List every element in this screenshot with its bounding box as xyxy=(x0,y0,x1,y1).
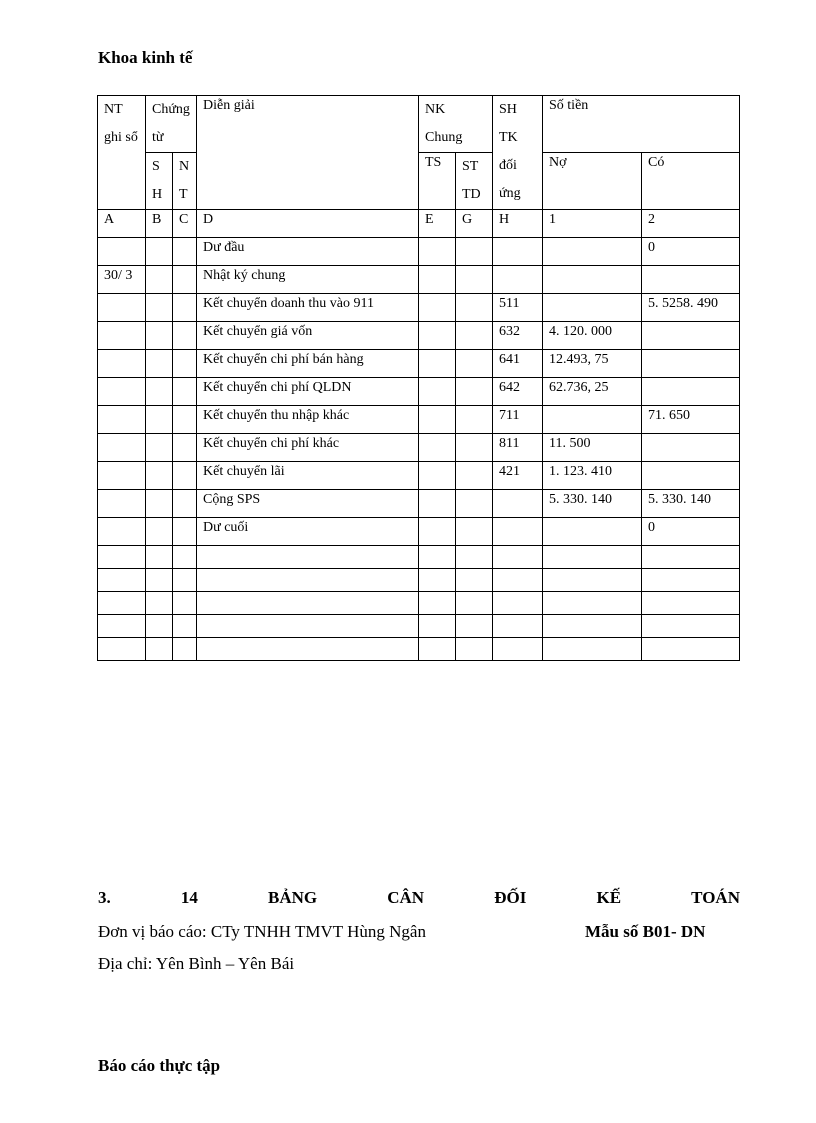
ledger-cell xyxy=(146,294,173,322)
ledger-cell xyxy=(493,518,543,546)
ledger-cell xyxy=(543,238,642,266)
ledger-cell xyxy=(173,238,197,266)
ledger-cell xyxy=(642,378,740,406)
ledger-cell xyxy=(543,294,642,322)
code-cell: 2 xyxy=(642,210,740,238)
ledger-cell xyxy=(173,266,197,294)
ledger-cell xyxy=(419,434,456,462)
ledger-cell xyxy=(146,322,173,350)
ledger-cell xyxy=(173,462,197,490)
empty-cell xyxy=(543,546,642,569)
ledger-cell: Kết chuyển giá vốn xyxy=(197,322,419,350)
code-cell: B xyxy=(146,210,173,238)
header-shtk: SH TK đối ứng xyxy=(493,96,543,210)
ledger-cell xyxy=(98,378,146,406)
empty-cell xyxy=(642,592,740,615)
ledger-cell: 811 xyxy=(493,434,543,462)
empty-cell xyxy=(173,638,197,661)
ledger-cell xyxy=(146,350,173,378)
empty-cell xyxy=(419,569,456,592)
ledger-cell: 0 xyxy=(642,238,740,266)
empty-cell xyxy=(419,615,456,638)
ledger-row xyxy=(98,350,740,378)
ledger-cell xyxy=(146,434,173,462)
ledger-cell xyxy=(98,350,146,378)
empty-row xyxy=(98,569,740,592)
ledger-cell xyxy=(419,406,456,434)
empty-cell xyxy=(146,615,173,638)
ledger-cell xyxy=(456,462,493,490)
section-sub: 14 xyxy=(180,888,198,907)
section-word: TOÁN xyxy=(691,888,740,907)
ledger-cell xyxy=(419,490,456,518)
empty-cell xyxy=(543,592,642,615)
ledger-cell xyxy=(543,518,642,546)
empty-cell xyxy=(456,569,493,592)
ledger-row xyxy=(98,266,740,294)
empty-cell xyxy=(419,546,456,569)
section-word: BẢNG xyxy=(268,888,318,907)
ledger-cell xyxy=(98,322,146,350)
ledger-cell: 711 xyxy=(493,406,543,434)
ledger-cell xyxy=(98,294,146,322)
ledger-table xyxy=(97,95,740,661)
empty-cell xyxy=(456,546,493,569)
ledger-cell: Kết chuyển chi phí bán hàng xyxy=(197,350,419,378)
code-cell: 1 xyxy=(543,210,642,238)
section-number: 3. xyxy=(98,888,111,907)
ledger-cell: 5. 330. 140 xyxy=(642,490,740,518)
ledger-cell xyxy=(642,322,740,350)
empty-cell xyxy=(493,592,543,615)
ledger-cell xyxy=(173,350,197,378)
ledger-cell xyxy=(419,322,456,350)
empty-cell xyxy=(493,569,543,592)
ledger-cell xyxy=(98,518,146,546)
ledger-cell xyxy=(146,266,173,294)
empty-cell xyxy=(146,592,173,615)
ledger-cell: 71. 650 xyxy=(642,406,740,434)
ledger-cell xyxy=(173,490,197,518)
ledger-cell: Kết chuyển thu nhập khác xyxy=(197,406,419,434)
code-cell: E xyxy=(419,210,456,238)
ledger-cell xyxy=(543,406,642,434)
ledger-cell: 5. 330. 140 xyxy=(543,490,642,518)
ledger-row xyxy=(98,518,740,546)
ledger-cell xyxy=(419,238,456,266)
ledger-cell xyxy=(456,378,493,406)
empty-cell xyxy=(456,638,493,661)
empty-cell xyxy=(543,638,642,661)
ledger-row xyxy=(98,462,740,490)
empty-cell xyxy=(197,569,419,592)
ledger-cell xyxy=(98,490,146,518)
empty-cell xyxy=(543,615,642,638)
section-word: CÂN xyxy=(387,888,425,907)
ledger-cell xyxy=(173,434,197,462)
empty-cell xyxy=(98,615,146,638)
ledger-cell xyxy=(543,266,642,294)
ledger-cell: 11. 500 xyxy=(543,434,642,462)
header-co: Có xyxy=(642,153,740,210)
ledger-cell xyxy=(98,434,146,462)
ledger-cell: Nhật ký chung xyxy=(197,266,419,294)
report-unit: Đơn vị báo cáo: CTy TNHH TMVT Hùng Ngân xyxy=(98,922,426,941)
ledger-cell xyxy=(146,518,173,546)
empty-cell xyxy=(197,638,419,661)
empty-cell xyxy=(173,615,197,638)
empty-row xyxy=(98,546,740,569)
ledger-cell: Kết chuyển doanh thu vào 911 xyxy=(197,294,419,322)
empty-cell xyxy=(456,615,493,638)
ledger-cell xyxy=(456,322,493,350)
ledger-cell xyxy=(493,266,543,294)
address: Địa chỉ: Yên Bình – Yên Bái xyxy=(98,954,295,973)
ledger-cell xyxy=(146,490,173,518)
header-title: Khoa kinh tế xyxy=(98,48,193,67)
ledger-cell xyxy=(642,434,740,462)
section-word: KẾ xyxy=(596,888,622,907)
empty-cell xyxy=(146,546,173,569)
empty-cell xyxy=(98,546,146,569)
empty-cell xyxy=(98,569,146,592)
header-nk-chung: NK Chung xyxy=(419,96,493,153)
ledger-cell xyxy=(419,294,456,322)
ledger-cell xyxy=(146,406,173,434)
ledger-cell xyxy=(456,350,493,378)
ledger-cell xyxy=(456,518,493,546)
header-chung-tu: Chứng từ xyxy=(146,96,197,153)
ledger-cell xyxy=(146,378,173,406)
empty-cell xyxy=(642,546,740,569)
ledger-cell: 632 xyxy=(493,322,543,350)
empty-cell xyxy=(419,592,456,615)
ledger-cell xyxy=(493,238,543,266)
empty-cell xyxy=(197,592,419,615)
code-cell: D xyxy=(197,210,419,238)
ledger-cell xyxy=(173,322,197,350)
ledger-cell: 0 xyxy=(642,518,740,546)
ledger-cell xyxy=(146,462,173,490)
ledger-cell xyxy=(456,294,493,322)
empty-cell xyxy=(146,569,173,592)
ledger-row xyxy=(98,406,740,434)
ledger-cell: 511 xyxy=(493,294,543,322)
ledger-cell xyxy=(173,378,197,406)
empty-cell xyxy=(543,569,642,592)
ledger-cell: Dư cuối xyxy=(197,518,419,546)
empty-cell xyxy=(98,592,146,615)
ledger-cell xyxy=(146,238,173,266)
ledger-cell xyxy=(456,266,493,294)
empty-cell xyxy=(642,638,740,661)
header-ts: TS xyxy=(419,153,456,210)
ledger-cell: Kết chuyển lãi xyxy=(197,462,419,490)
ledger-cell: Cộng SPS xyxy=(197,490,419,518)
ledger-row xyxy=(98,490,740,518)
section-word: ĐỐI xyxy=(494,888,527,907)
ledger-cell: 30/ 3 xyxy=(98,266,146,294)
ledger-cell xyxy=(419,266,456,294)
empty-cell xyxy=(493,615,543,638)
ledger-cell xyxy=(456,490,493,518)
empty-cell xyxy=(642,615,740,638)
empty-cell xyxy=(146,638,173,661)
ledger-cell: 62.736, 25 xyxy=(543,378,642,406)
ledger-row xyxy=(98,238,740,266)
header-nt: N T xyxy=(173,153,197,210)
empty-row xyxy=(98,638,740,661)
ledger-cell: 12.493, 75 xyxy=(543,350,642,378)
ledger-cell: 4. 120. 000 xyxy=(543,322,642,350)
ledger-cell xyxy=(173,406,197,434)
ledger-row xyxy=(98,294,740,322)
header-no: Nợ xyxy=(543,153,642,210)
ledger-cell: 641 xyxy=(493,350,543,378)
ledger-cell xyxy=(98,238,146,266)
empty-cell xyxy=(173,546,197,569)
code-cell: A xyxy=(98,210,146,238)
ledger-cell: Kết chuyển chi phí khác xyxy=(197,434,419,462)
ledger-cell xyxy=(642,350,740,378)
ledger-row xyxy=(98,322,740,350)
empty-cell xyxy=(493,546,543,569)
ledger-cell: 421 xyxy=(493,462,543,490)
ledger-cell xyxy=(98,406,146,434)
ledger-cell xyxy=(98,462,146,490)
ledger-cell: Kết chuyển chi phí QLDN xyxy=(197,378,419,406)
footer-title: Báo cáo thực tập xyxy=(98,1056,221,1075)
ledger-cell xyxy=(419,378,456,406)
ledger-cell: Dư đầu xyxy=(197,238,419,266)
ledger-cell xyxy=(456,238,493,266)
header-sh: S H xyxy=(146,153,173,210)
empty-cell xyxy=(456,592,493,615)
empty-cell xyxy=(197,615,419,638)
empty-cell xyxy=(98,638,146,661)
section-title xyxy=(98,888,740,908)
code-row xyxy=(98,210,740,238)
ledger-cell xyxy=(419,350,456,378)
header-nt-ghi-so: NT ghi sổ xyxy=(98,96,146,210)
ledger-cell xyxy=(173,294,197,322)
ledger-cell xyxy=(642,266,740,294)
ledger-cell: 5. 5258. 490 xyxy=(642,294,740,322)
ledger-cell xyxy=(456,406,493,434)
ledger-cell xyxy=(642,462,740,490)
empty-row xyxy=(98,615,740,638)
ledger-cell: 1. 123. 410 xyxy=(543,462,642,490)
code-cell: G xyxy=(456,210,493,238)
ledger-cell xyxy=(456,434,493,462)
header-dien-giai: Diễn giải xyxy=(197,96,419,210)
ledger-cell: 642 xyxy=(493,378,543,406)
ledger-cell xyxy=(419,518,456,546)
empty-cell xyxy=(493,638,543,661)
form-number: Mẫu số B01- DN xyxy=(585,922,706,941)
empty-cell xyxy=(173,592,197,615)
header-sttd: ST TD xyxy=(456,153,493,210)
empty-cell xyxy=(197,546,419,569)
ledger-cell xyxy=(173,518,197,546)
empty-row xyxy=(98,592,740,615)
ledger-row xyxy=(98,434,740,462)
empty-cell xyxy=(173,569,197,592)
code-cell: H xyxy=(493,210,543,238)
header-so-tien: Số tiền xyxy=(543,96,740,153)
code-cell: C xyxy=(173,210,197,238)
ledger-cell xyxy=(493,490,543,518)
empty-cell xyxy=(419,638,456,661)
ledger-cell xyxy=(419,462,456,490)
empty-cell xyxy=(642,569,740,592)
ledger-row xyxy=(98,378,740,406)
